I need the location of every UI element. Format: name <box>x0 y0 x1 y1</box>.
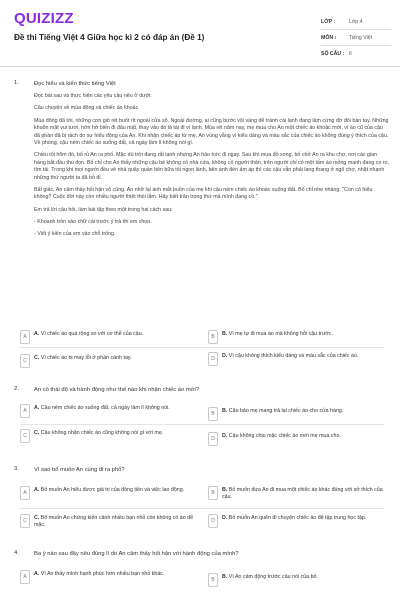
intro-text: Đọc bài sau và thực hiện các yêu cầu nêu ở dưới: <box>34 93 152 99</box>
option-text: Bố muốn An quên đi chuyện chiếc áo để tập trung học tập. <box>228 515 367 521</box>
option-letter: C <box>20 429 30 443</box>
option-c[interactable] <box>20 514 200 529</box>
option-key: D. <box>222 515 228 521</box>
question-text: Vì sao bố muốn An cùng đi ra phố? <box>34 467 125 473</box>
option-text: Vì chiếc áo quá rộng so với cơ thể của cậu. <box>40 331 144 337</box>
option-letter: D <box>208 514 218 528</box>
meta-key: MÔN : <box>321 34 337 41</box>
meta-key: LỚP : <box>321 18 336 25</box>
question-2-options <box>20 404 384 452</box>
option-key: A. <box>34 571 40 577</box>
instruction-dash-2: - Viết ý kiến của em vào chỗ trống. <box>34 231 116 238</box>
option-a[interactable] <box>20 404 200 418</box>
question-3 <box>14 466 390 480</box>
option-letter: A <box>20 570 30 584</box>
option-key: C. <box>34 355 40 361</box>
option-divider <box>20 424 384 425</box>
meta-value: Lớp 4 <box>349 18 363 25</box>
question-3-options <box>20 486 384 536</box>
meta-value: Tiếng Việt <box>349 34 373 41</box>
option-letter: A <box>20 404 30 418</box>
story-paragraph-2: Chiều tối hôm đó, bố rủ An ra phố. Mặc dù trời đang rất lạnh nhưng An háo hức đi ngay. Sau khi mua đồ xong, bố chở An ra khu chợ, nơi các gian hàng bắt đầu thu dọn. Bố chỉ cho An thấy những cậu bé không có nhà cửa, không có người thân, trên người chỉ có một tấm áo mỏng manh đang co ro, tím tái. Trong khi mọi người đều về nhà quây quần bên bữa tối ngon lành, bên ánh đèn ấm áp thì các cậu vẫn phải lang thang ở ngõ chợ, nhặt nhạnh những thứ người ta đã bỏ đi. <box>34 152 390 181</box>
option-key: B. <box>222 331 228 337</box>
option-letter: D <box>208 432 218 446</box>
option-divider <box>20 508 384 509</box>
question-number: 4. <box>14 550 19 556</box>
question-text: Đọc hiểu và kiến thức tiếng Việt <box>34 81 116 87</box>
option-key: C. <box>34 515 40 521</box>
story-title: Câu chuyện về mùa đông và chiếc áo khoác <box>34 105 139 112</box>
option-b[interactable] <box>208 573 388 587</box>
question-2 <box>14 386 390 400</box>
option-text: Vì An cảm động trước câu nói của bố. <box>228 574 318 580</box>
question-text: An có thái độ và hành động như thế nào khi nhận chiếc áo mới? <box>34 387 199 393</box>
header-divider <box>0 66 400 67</box>
option-text: Bố muốn đưa An đi mua một chiếc áo khác đúng với sở thích của cậu. <box>222 487 383 500</box>
option-letter: B <box>208 407 218 421</box>
meta-row-subject <box>321 30 391 46</box>
quizizz-logo: QUIZIZZ <box>14 10 74 27</box>
option-a[interactable] <box>20 486 200 500</box>
option-text: Bố muốn An hiểu được giá trị của đồng tiền và việc lao động. <box>40 487 185 493</box>
option-c[interactable] <box>20 429 200 443</box>
option-key: A. <box>34 487 40 493</box>
meta-row-count <box>321 46 391 61</box>
option-a[interactable] <box>20 570 200 584</box>
option-divider <box>20 347 384 348</box>
option-d[interactable] <box>208 514 388 528</box>
option-text: Cậu bảo mẹ mang trả lại chiếc áo cho cửa hàng. <box>228 408 344 414</box>
option-text: Cậu ném chiếc áo xuống đất, cả ngày lầm lì không nói. <box>40 405 170 411</box>
option-text: Vì An thấy mình hạnh phúc hơn nhiều bạn nhỏ khác. <box>40 571 165 577</box>
meta-key: SỐ CÂU : <box>321 50 345 57</box>
option-key: D. <box>222 433 228 439</box>
question-4-options <box>20 570 384 594</box>
option-b[interactable] <box>208 486 388 501</box>
option-d[interactable] <box>208 352 388 366</box>
option-letter: C <box>20 514 30 528</box>
story-paragraph-1: Mùa đông đã tới, những cơn gió rét buốt rít ngoài cửa sổ. Ngoài đường, ai cũng bước vội vàng để tránh cái lạnh đang làm cứng đờ đôi bàn tay. Những khuôn mặt vui tươi, hớn hở biến đi đâu mất, thay vào đó là tái đi vì lạnh. Mùa rét năm nay, mẹ mua cho An một chiếc áo khoác mới, vì áo cũ của cậu đã phần đã bị rách do sự hiểu động của An. Khi nhận chiếc áo từ mẹ, An vùng vằng vì kiểu dáng và màu sắc của chiếc áo không đúng ý thích của cậu. Về phòng, cậu ném chiếc áo xuống đất, cả ngày lầm lì không nói gì. <box>34 117 389 147</box>
document-title: Đề thi Tiếng Việt 4 Giữa học kì 2 có đáp án (Đề 1) <box>14 33 205 42</box>
question-number: 2. <box>14 386 19 392</box>
option-a[interactable] <box>20 330 200 344</box>
option-text: Bố muốn An chứng kiến cảnh nhiều bạn nhỏ còn không có áo để mặc. <box>34 515 194 528</box>
option-key: A. <box>34 405 40 411</box>
option-letter: C <box>20 354 30 368</box>
option-c[interactable] <box>20 354 200 368</box>
option-letter: B <box>208 486 218 500</box>
option-letter: A <box>20 486 30 500</box>
question-text: Ba ý nào sau đây nêu đúng lí do An cảm thấy hối hận với hành động của mình? <box>34 551 239 557</box>
option-b[interactable] <box>208 407 388 421</box>
question-1-options <box>20 330 384 374</box>
option-d[interactable] <box>208 432 388 446</box>
option-key: B. <box>222 574 228 580</box>
option-text: Vì cậu không thích kiểu dáng và màu sắc của chiếc áo. <box>228 353 359 359</box>
option-key: B. <box>222 408 228 414</box>
question-body <box>34 80 390 238</box>
instruction-dash-1: - Khoanh tròn vào chữ cái trước ý trả lời em chọn. <box>34 219 152 226</box>
option-key: C. <box>34 430 40 436</box>
option-text: Cậu không nhận chiếc áo cũng không nói gì với mẹ. <box>40 430 164 436</box>
story-paragraph-3: Bất giác, An cảm thấy hối hận vô cùng. An nhớ lại ánh mắt buồn của mẹ khi cậu ném chiếc áo khoác xuống đất. Bố chỉ nhẹ nhàng: "Con có hiểu không? Cuộc đời này còn nhiều người thiệt thòi lắm. Hãy biết trân trọng thứ mà mình đang có." <box>34 187 373 201</box>
meta-value: 6 <box>349 50 352 57</box>
question-4 <box>14 550 390 564</box>
option-b[interactable] <box>208 330 388 344</box>
option-key: A. <box>34 331 40 337</box>
option-letter: B <box>208 330 218 344</box>
question-number: 1. <box>14 80 19 86</box>
meta-row-class <box>321 14 391 30</box>
option-letter: D <box>208 352 218 366</box>
option-text: Vì mẹ tự đi mua áo mà không hỏi cậu trước. <box>228 331 333 337</box>
question-number: 3. <box>14 466 19 472</box>
option-letter: B <box>208 573 218 587</box>
meta-table <box>321 14 391 61</box>
instruction-text: Em trả lời câu hỏi, làm bài tập theo một trong hai cách sau: <box>34 206 173 213</box>
option-key: B. <box>222 487 228 493</box>
option-letter: A <box>20 330 30 344</box>
option-text: Vì chiếc áo bị may lỗi ở phần cánh tay. <box>40 355 132 361</box>
option-text: Cậu không chịu mặc chiếc áo mới mẹ mua cho. <box>228 433 341 439</box>
option-key: D. <box>222 353 228 359</box>
